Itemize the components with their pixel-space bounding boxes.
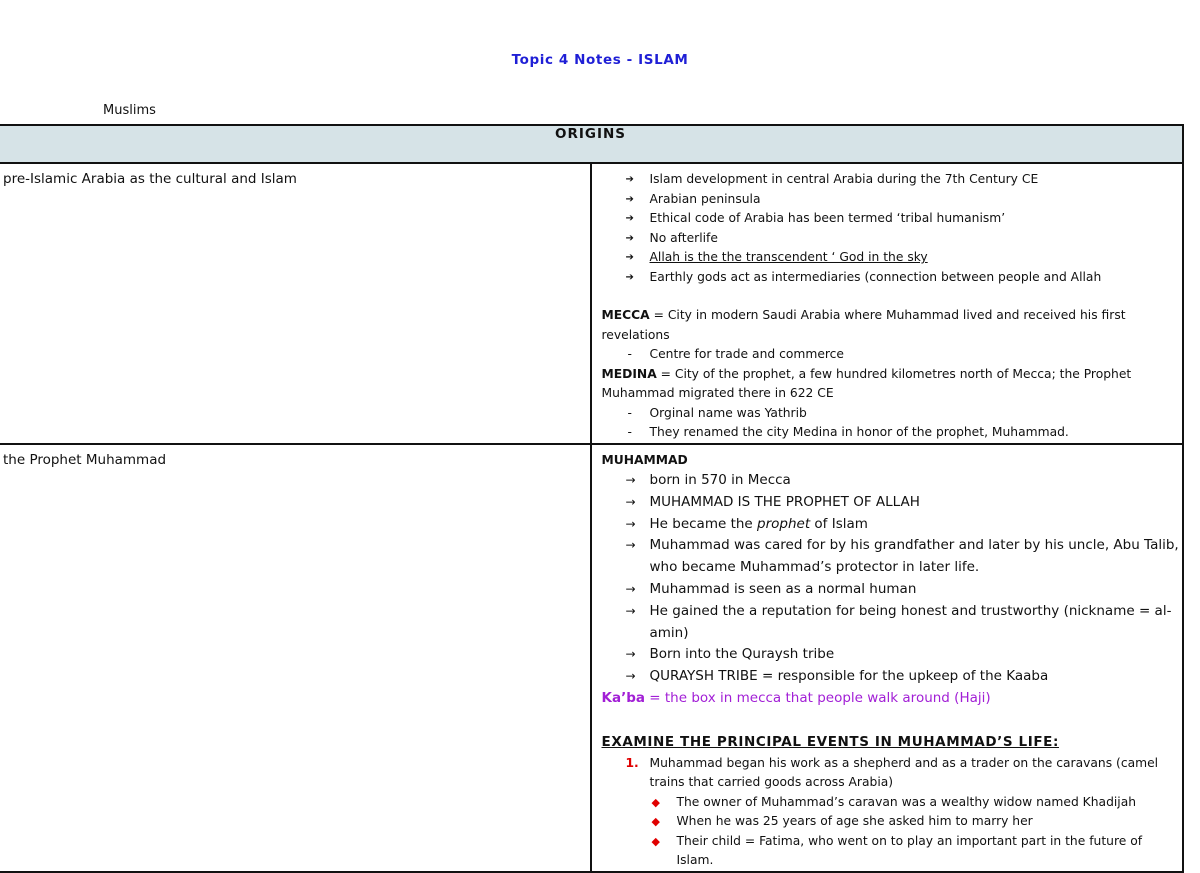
list-item: → born in 570 in Mecca (626, 470, 1183, 492)
list-item (626, 514, 1183, 536)
list-item: ➔ Arabian peninsula (626, 190, 1183, 210)
list-item: → He gained the a reputation for being honest and trustworthy (nickname = al-amin) (626, 601, 1183, 645)
origins-table (0, 124, 1184, 873)
detail-text: Their child = Fatima, who went on to play an important part in the future of Islam. (676, 833, 1143, 868)
kaba-def: = the box in mecca that people walk around (Haji) (644, 689, 991, 706)
row-label-prophet: the Prophet Muhammad (0, 444, 591, 872)
document-title: Topic 4 Notes - ISLAM (511, 52, 689, 68)
list-item: → Born into the Quraysh tribe (626, 644, 1183, 666)
kaba-term: Ka’ba (601, 689, 645, 706)
subject-label: Muslims (103, 103, 156, 118)
table-row-prophet (0, 444, 1183, 872)
detail-text: When he was 25 years of age she asked him to marry her (676, 814, 1033, 829)
event-details (602, 793, 1183, 871)
list-item: → Muhammad was cared for by his grandfather and later by his uncle, Abu Talib, who became Muhammad’s protector in later life. (626, 535, 1183, 579)
table-header-row (0, 125, 1183, 163)
list-item: - Centre for trade and commerce (626, 345, 1183, 365)
event-number: 1. (625, 755, 639, 770)
muhammad-heading: MUHAMMAD (601, 452, 688, 467)
bullet-text-rest: of Islam (810, 515, 868, 532)
list-item: ➔ Earthly gods act as intermediaries (connection between people and Allah (626, 268, 1183, 288)
pre-islamic-bullets (602, 170, 1183, 287)
event-text: Muhammad began his work as a shepherd and as a trader on the caravans (camel trains that carried goods across Arabia) (649, 755, 1159, 790)
list-item: - Orginal name was Yathrib (626, 404, 1183, 424)
list-item: → QURAYSH TRIBE = responsible for the upkeep of the Kaaba (626, 666, 1183, 688)
list-item: ➔ No afterlife (626, 229, 1183, 249)
list-item: ➔ Ethical code of Arabia has been termed ‘tribal humanism’ (626, 209, 1183, 229)
row-content-pre-islamic (591, 163, 1184, 444)
medina-term: MEDINA (601, 366, 657, 381)
list-item: → Muhammad is seen as a normal human (626, 579, 1183, 601)
list-item (626, 248, 1183, 268)
medina-sublist (602, 404, 1183, 443)
bullet-italic: prophet (757, 515, 811, 532)
list-item (626, 754, 1183, 793)
muhammad-bullets (602, 470, 1183, 688)
list-item (650, 793, 1183, 813)
row-content-prophet (591, 444, 1184, 872)
diamond-icon: ◆ (651, 795, 660, 809)
mecca-def: = City in modern Saudi Arabia where Muhammad lived and received his first revelations (601, 308, 1126, 342)
row-label-pre-islamic: pre-Islamic Arabia as the cultural and Islam (0, 163, 591, 444)
list-item (650, 812, 1183, 832)
medina-def: = City of the prophet, a few hundred kilometres north of Mecca; the Prophet Muhammad migrated there in 622 CE (601, 366, 1132, 400)
detail-text: The owner of Muhammad’s caravan was a wealthy widow named Khadijah (676, 794, 1137, 809)
bullet-text: He became the (649, 515, 758, 532)
allah-note: Allah is the the transcendent ‘ God in the sky (649, 250, 928, 264)
list-item: → MUHAMMAD IS THE PROPHET OF ALLAH (626, 492, 1183, 514)
table-header: ORIGINS (0, 125, 1183, 163)
mecca-term: MECCA (601, 308, 650, 322)
list-item: - They renamed the city Medina in honor of the prophet, Muhammad. (626, 423, 1183, 443)
kaba-definition (602, 688, 1183, 710)
list-item (650, 832, 1183, 871)
table-row-pre-islamic (0, 163, 1183, 444)
medina-definition (602, 365, 1183, 404)
mecca-sublist (602, 345, 1183, 365)
events-list (602, 754, 1183, 793)
diamond-icon: ◆ (651, 834, 660, 848)
list-item: ➔ Islam development in central Arabia during the 7th Century CE (626, 170, 1183, 190)
diamond-icon: ◆ (651, 815, 660, 829)
examine-heading: EXAMINE THE PRINCIPAL EVENTS IN MUHAMMAD’S LIFE: (601, 733, 1059, 750)
mecca-definition (602, 306, 1183, 345)
